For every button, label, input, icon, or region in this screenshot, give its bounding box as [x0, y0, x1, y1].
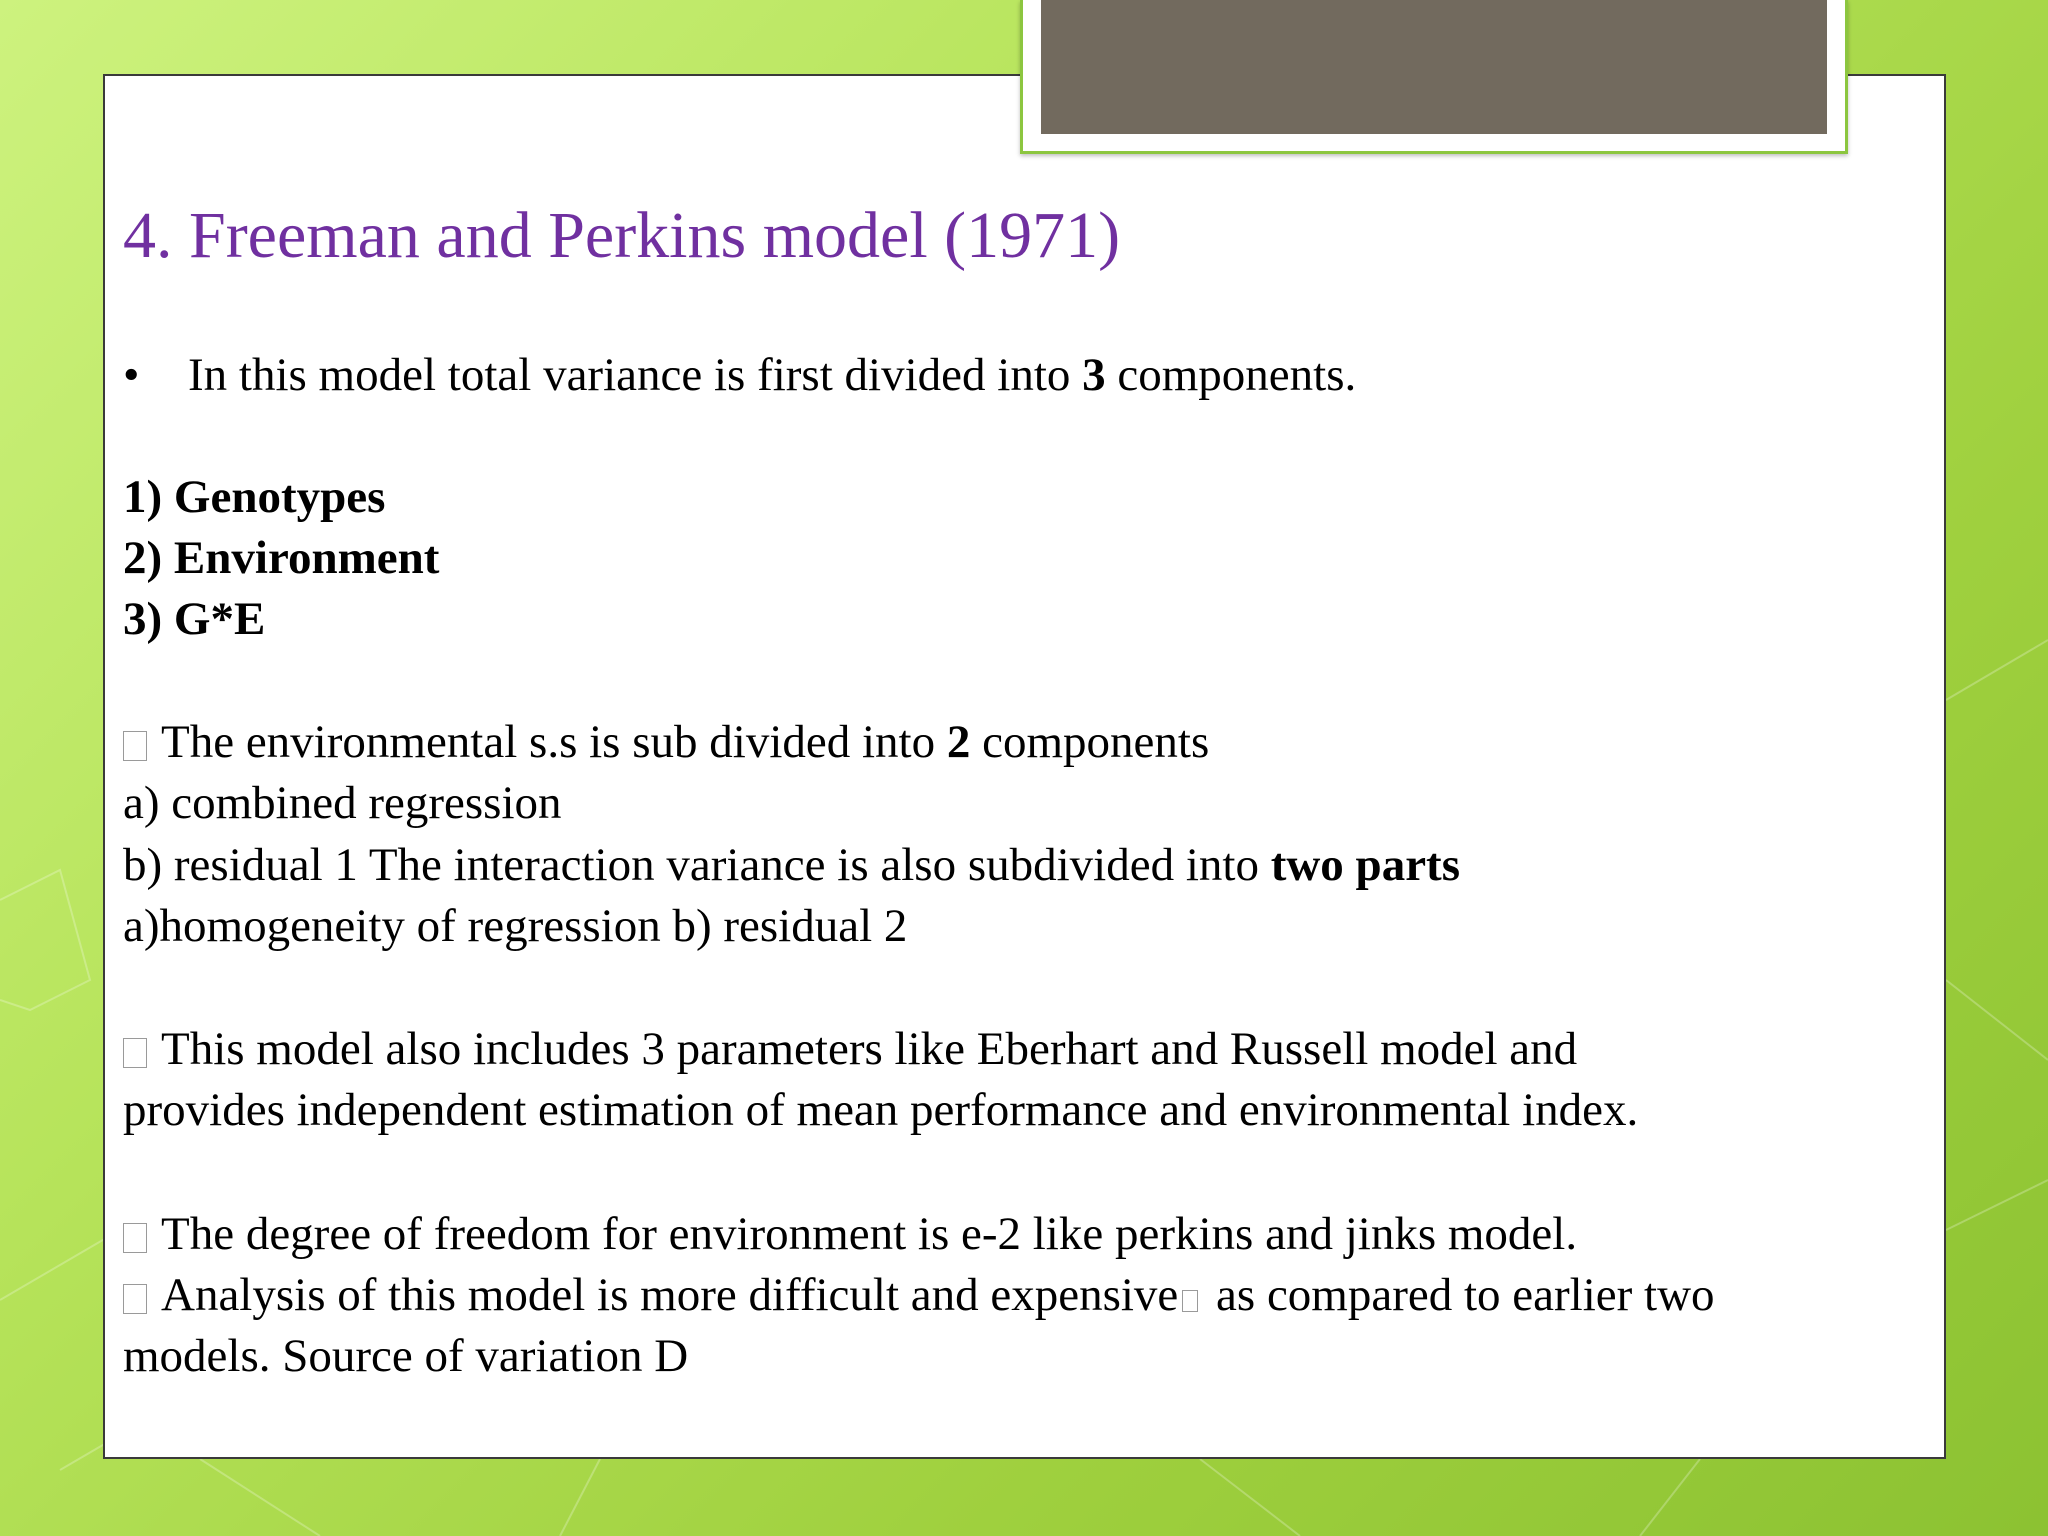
intro-text-after: components.: [1105, 349, 1357, 401]
slide-title: 4. Freeman and Perkins model (1971): [123, 199, 1121, 272]
analysis-line: Analysis of this model is more difficult and expensive as compared to earlier two: [123, 1265, 1715, 1326]
parameters-line-2: provides independent estimation of mean performance and environmental index.: [123, 1084, 1639, 1136]
environment-split-line: The environmental s.s is sub divided into 2 components: [123, 712, 1209, 773]
missing-glyph-box-icon: [123, 1284, 147, 1314]
line-residual-1: b) residual 1 The interaction variance is also subdivided into two parts: [123, 839, 1461, 891]
component-3: 3) G*E: [123, 593, 266, 645]
intro-bullet: [123, 345, 1356, 406]
component-2: 2) Environment: [123, 532, 440, 584]
intro-text-before: In this model total variance is first divided into: [188, 349, 1083, 401]
source-of-variation-line: models. Source of variation D: [123, 1330, 689, 1382]
line-combined-regression: a) combined regression: [123, 777, 562, 829]
degree-of-freedom-line: The degree of freedom for environment is e-2 like perkins and jinks model.: [123, 1204, 1577, 1265]
intro-bold-number: 3: [1082, 349, 1106, 401]
missing-glyph-box-icon: [123, 1223, 147, 1253]
component-1: 1) Genotypes: [123, 471, 386, 523]
parameters-line-1: This model also includes 3 parameters like Eberhart and Russell model and: [123, 1019, 1577, 1080]
missing-glyph-small-box-icon: [1182, 1290, 1198, 1312]
line-homogeneity: a)homogeneity of regression b) residual 2: [123, 900, 908, 952]
bullet-dot: •: [123, 349, 140, 401]
missing-glyph-box-icon: [123, 1038, 147, 1068]
missing-glyph-box-icon: [123, 731, 147, 761]
header-tab-fill: [1041, 0, 1827, 134]
